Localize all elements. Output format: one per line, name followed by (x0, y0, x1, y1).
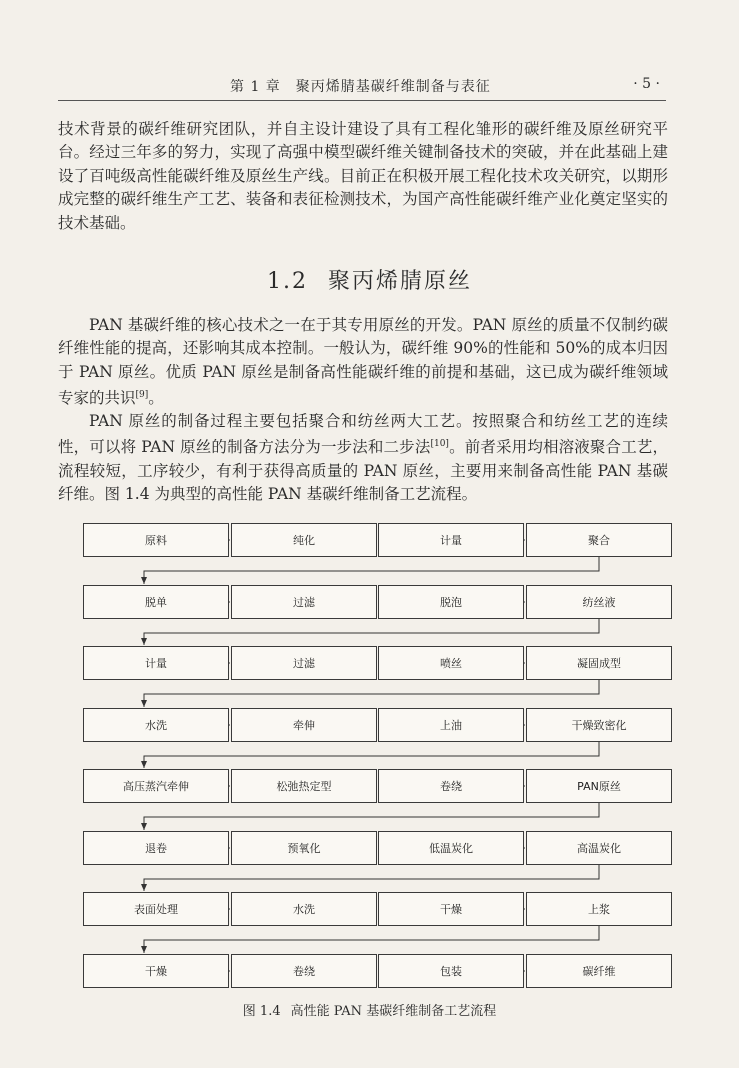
flow-step: 水洗 (83, 708, 229, 742)
chapter-title: 第 1 章 聚丙烯腈基碳纤维制备与表征 (230, 79, 491, 95)
page-number: · 5 · (633, 76, 660, 92)
flow-return-arrow (144, 557, 599, 584)
flow-step: 高压蒸汽牵伸 (83, 769, 229, 803)
flow-step: 碳纤维 (526, 954, 672, 988)
section-heading (0, 264, 739, 295)
flow-step: 水洗 (231, 892, 377, 926)
flow-step: 高温炭化 (526, 831, 672, 865)
flow-step: 松弛热定型 (231, 769, 377, 803)
flow-return-arrow (144, 619, 599, 645)
paragraph-text: PAN 原丝的制备过程主要包括聚合和纺丝两大工艺。按照聚合和纺丝工艺的连续性，可以将 PAN 原丝的制备方法分为一步法和二步法 (58, 412, 668, 457)
flow-step: 卷绕 (231, 954, 377, 988)
paragraph-preparation (58, 410, 668, 507)
section-title: 聚丙烯腈原丝 (327, 269, 472, 294)
paragraph-pan-quality (58, 314, 668, 411)
flow-step: 干燥致密化 (526, 708, 672, 742)
paragraph-text: 。前者采用均相溶液聚合工艺，流程较短，工序较少，有利于获得高质量的 PAN 原丝，主要用来制备高性能 PAN 基碳纤维。图 1.4 为典型的高性能 PAN 基碳纤维制备工艺流程。 (58, 438, 668, 504)
flow-step: 上浆 (526, 892, 672, 926)
flow-step: 低温炭化 (378, 831, 524, 865)
flow-step: 喷丝 (378, 646, 524, 680)
flow-step: 卷绕 (378, 769, 524, 803)
paragraph-intro: 技术背景的碳纤维研究团队，并自主设计建设了具有工程化雏形的碳纤维及原丝研究平台。经过三年多的努力，实现了高强中模型碳纤维关键制备技术的突破，并在此基础上建设了百吨级高性能碳纤维及原丝生产线。目前正在积极开展工程化技术攻关研究，以期形成完整的碳纤维生产工艺、装备和表征检测技术，为国产高性能碳纤维产业化奠定坚实的技术基础。 (58, 120, 668, 232)
flow-step: 脱泡 (378, 585, 524, 619)
flow-step: 预氧化 (231, 831, 377, 865)
flow-step: 纺丝液 (526, 585, 672, 619)
flow-step: 计量 (83, 646, 229, 680)
flow-step: 包装 (378, 954, 524, 988)
flow-step: 上油 (378, 708, 524, 742)
flow-step: 过滤 (231, 585, 377, 619)
figure-title: 高性能 PAN 基碳纤维制备工艺流程 (290, 1004, 497, 1019)
section-number: 1.2 (266, 269, 308, 294)
paragraph-tail: 。 (148, 389, 164, 408)
flow-step: 纯化 (231, 523, 377, 557)
flow-step: 原料 (83, 523, 229, 557)
flow-step: 凝固成型 (526, 646, 672, 680)
flow-return-arrow (144, 926, 599, 953)
flow-step: 干燥 (378, 892, 524, 926)
flow-return-arrow (144, 742, 599, 768)
flow-return-arrow (144, 865, 599, 891)
flow-step: 退卷 (83, 831, 229, 865)
running-header (58, 74, 666, 101)
flow-step: 牵伸 (231, 708, 377, 742)
flow-step: 脱单 (83, 585, 229, 619)
flow-step: 计量 (378, 523, 524, 557)
flow-step: 表面处理 (83, 892, 229, 926)
flow-step: 过滤 (231, 646, 377, 680)
figure-number: 图 1.4 (242, 1004, 281, 1019)
flow-step: 干燥 (83, 954, 229, 988)
figure-caption (0, 1000, 739, 1019)
flow-step: PAN原丝 (526, 769, 672, 803)
flow-return-arrow (144, 803, 599, 830)
flow-return-arrow (144, 680, 599, 707)
flow-step: 聚合 (526, 523, 672, 557)
citation-ref: [10] (430, 439, 449, 450)
paragraph-text: PAN 基碳纤维的核心技术之一在于其专用原丝的开发。PAN 原丝的质量不仅制约碳纤维性能的提高，还影响其成本控制。一般认为，碳纤维 90%的性能和 50%的成本归因于 PAN 原丝。优质 PAN 原丝是制备高性能碳纤维的前提和基础，这已成为碳纤维领域专家的共识 (58, 316, 668, 408)
citation-ref: [9] (135, 390, 149, 401)
